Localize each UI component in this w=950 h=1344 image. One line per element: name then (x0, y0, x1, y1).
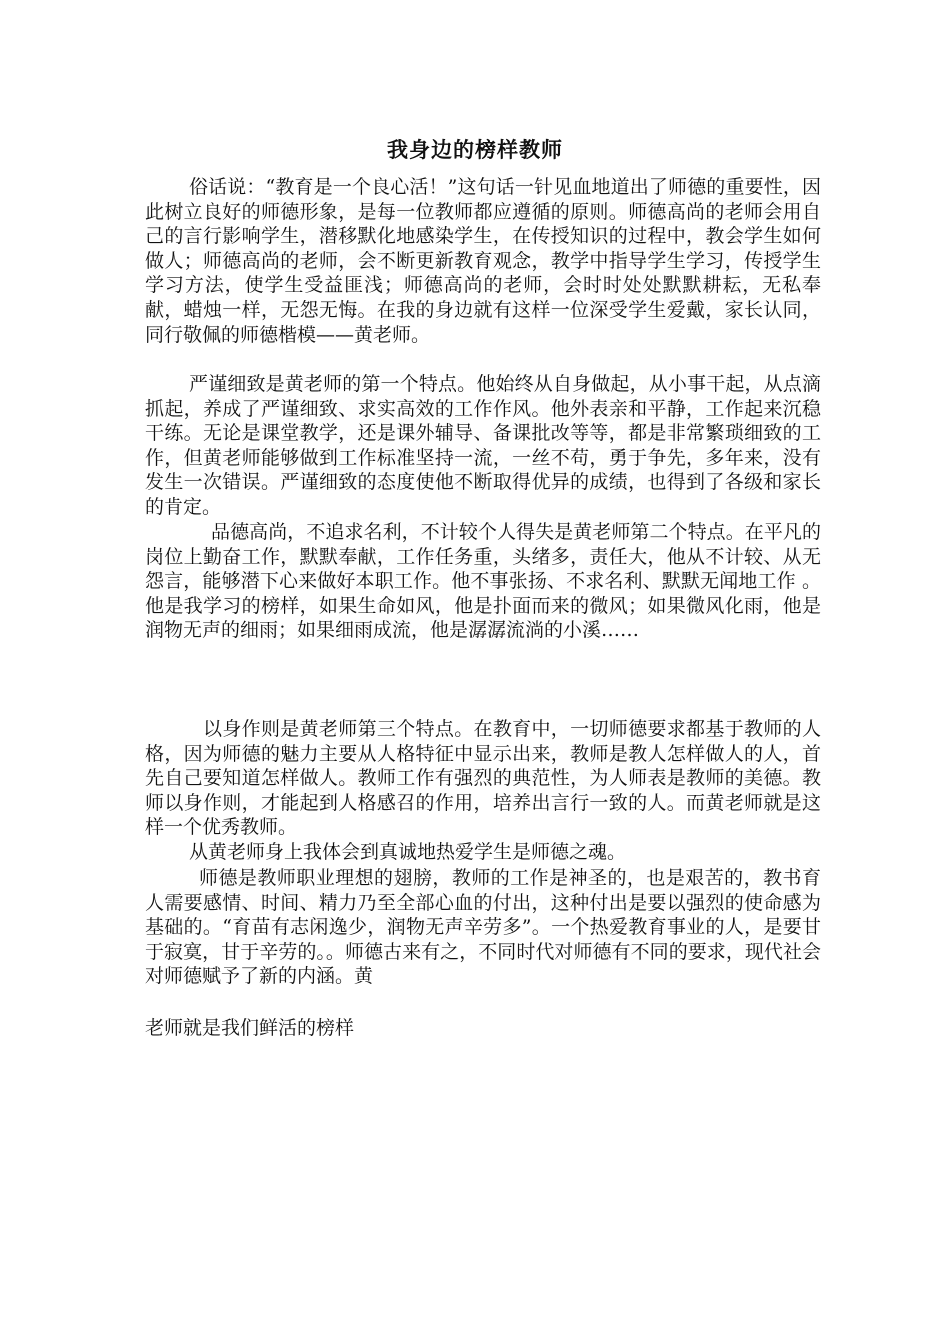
paragraph-trait-one: 严谨细致是黄老师的第一个特点。他始终从自身做起，从小事干起，从点滴抓起，养成了严谨细致、求实高效的工作作风。他外表亲和平静，工作起来沉稳干练。无论是课堂教学，还是课外辅导、备课批改等等，都是非常繁琐细致的工作，但黄老师能够做到工作标准坚持一流，一丝不苟，勇于争先，多年来，没有发生一次错误。严谨细致的态度使他不断取得优异的成绩，也得到了各级和家长的肯定。 (145, 373, 821, 518)
paragraph-reflection: 从黄老师身上我体会到真诚地热爱学生是师德之魂。 (189, 841, 627, 863)
paragraph-closing-line: 老师就是我们鲜活的榜样 (145, 1017, 355, 1039)
paragraph-conclusion: 师德是教师职业理想的翅膀，教师的工作是神圣的，也是艰苦的，教书育人需要感情、时间、精力乃至全部心血的付出，这种付出是要以强烈的使命感为基础的。“育苗有志闲逸少，润物无声辛劳多”。一个热爱教育事业的人，是要甘于寂寞，甘于辛劳的。。师德古来有之，不同时代对师德有不同的要求，现代社会对师德赋予了新的内涵。黄 (145, 867, 821, 988)
document-title: 我身边的榜样教师 (387, 137, 563, 162)
paragraph-intro: 俗话说：“教育是一个良心活！”这句话一针见血地道出了师德的重要性，因此树立良好的师德形象，是每一位教师都应遵循的原则。师德高尚的老师会用自己的言行影响学生，潜移默化地感染学生，在传授知识的过程中，教会学生如何做人；师德高尚的老师，会不断更新教育观念，教学中指导学生学习，传授学生学习方法，使学生受益匪浅；师德高尚的老师，会时时处处默默耕耘，无私奉献，蜡烛一样，无怨无悔。在我的身边就有这样一位深受学生爱戴，家长认同，同行敬佩的师德楷模——黄老师。 (145, 176, 821, 346)
paragraph-trait-two: 品德高尚，不追求名利，不计较个人得失是黄老师第二个特点。在平凡的岗位上勤奋工作，默默奉献，工作任务重，头绪多，责任大，他从不计较、从无怨言，能够潜下心来做好本职工作。他不事张扬、不求名利、默默无闻地工作 。他是我学习的榜样，如果生命如风，他是扑面而来的微风；如果微风化雨，他是润物无声的细雨；如果细雨成流，他是潺潺流淌的小溪…… (145, 521, 821, 642)
paragraph-trait-three: 以身作则是黄老师第三个特点。在教育中，一切师德要求都基于教师的人格，因为师德的魅力主要从人格特征中显示出来，教师是教人怎样做人的人，首先自己要知道怎样做人。教师工作有强烈的典范性，为人师表是教师的美德。教师以身作则，才能起到人格感召的作用，培养出言行一致的人。而黄老师就是这样一个优秀教师。 (145, 718, 821, 839)
